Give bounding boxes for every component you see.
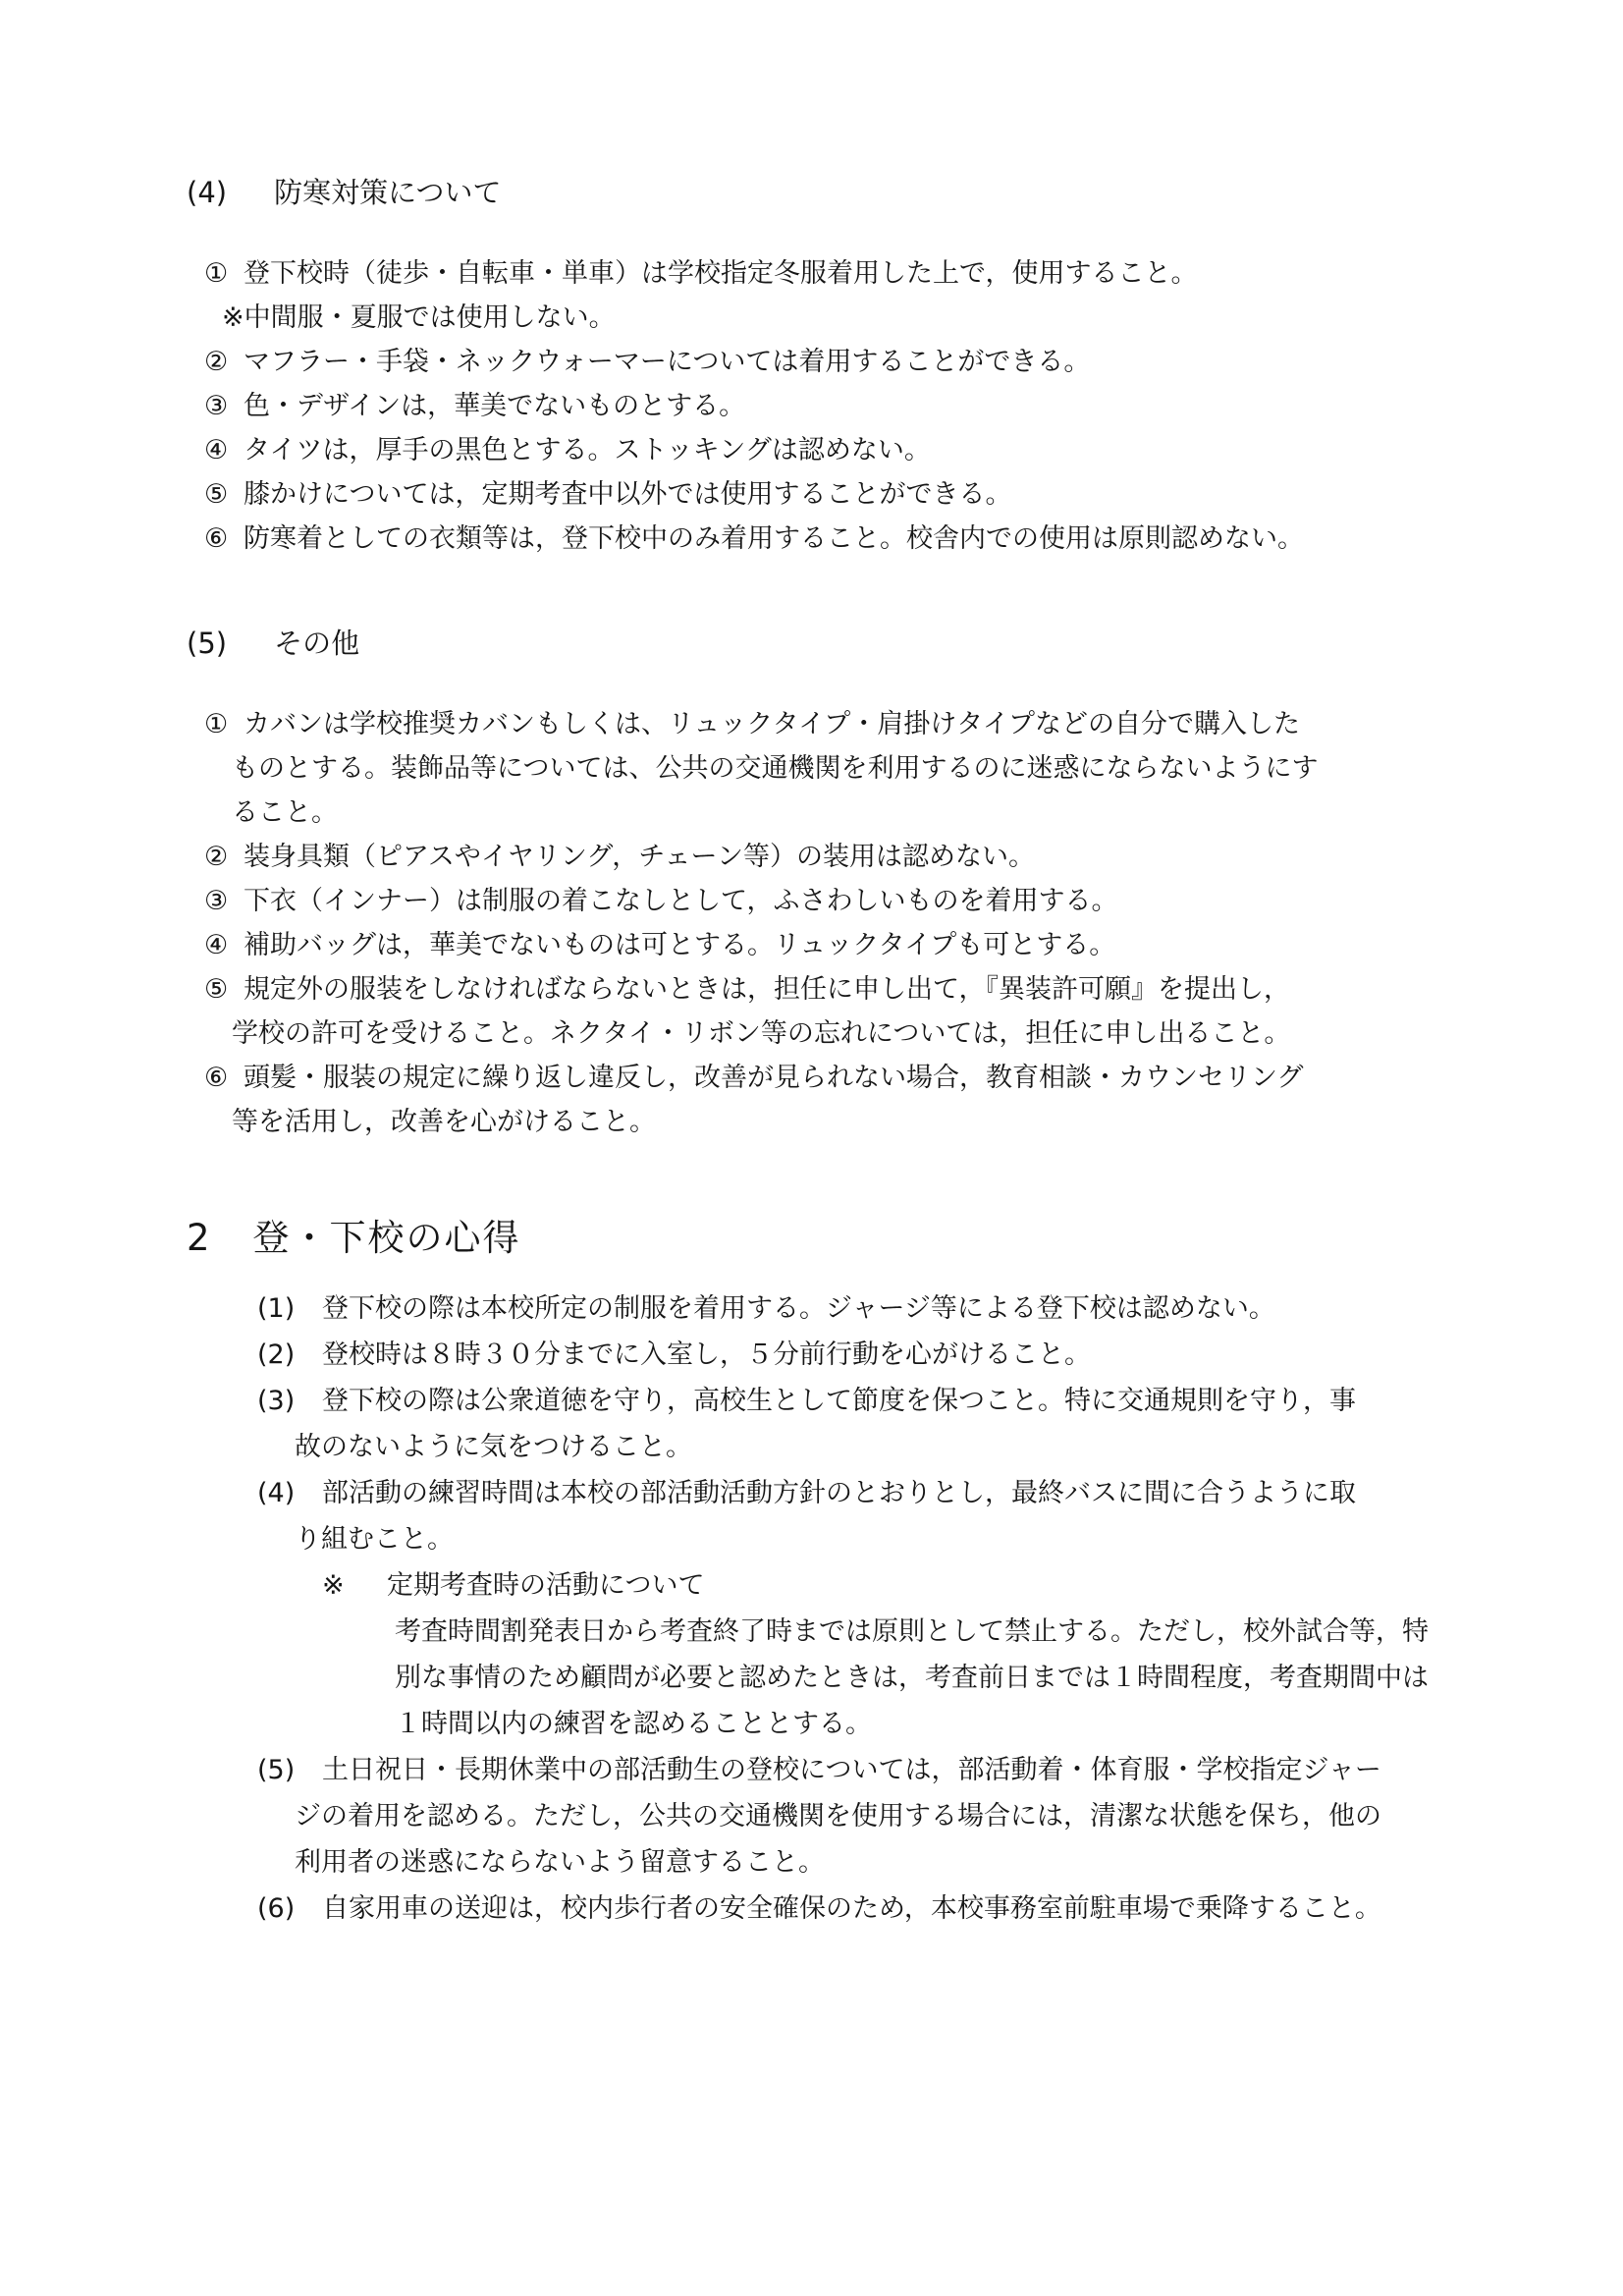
item-line: 下衣（インナー）は制服の着こなしとして，ふさわしいものを着用する。 — [243, 886, 1118, 916]
item-line: 補助バッグは，華美でないものは可とする。リュックタイプも可とする。 — [243, 930, 1116, 960]
list-item — [204, 967, 1623, 1056]
section5-title: その他 — [274, 627, 360, 660]
list-item — [204, 251, 1623, 340]
item-marker: ① — [204, 258, 229, 289]
item-line: 等を活用し，改善を心がけること。 — [232, 1107, 656, 1137]
list-item — [204, 923, 1623, 967]
item-marker: ⑥ — [204, 1063, 229, 1093]
item-line: ジの着用を認める。ただし，公共の交通機関を使用する場合には，清潔な状態を保ち，他の — [295, 1801, 1381, 1831]
list-item — [204, 879, 1623, 923]
section5-label: (5) — [187, 627, 228, 660]
item-line: タイツは，厚手の黒色とする。ストッキングは認めない。 — [243, 435, 931, 465]
item-marker: ③ — [204, 391, 229, 421]
note-line: 別な事情のため顧問が必要と認めたときは，考査前日までは１時間程度，考査期間中は — [395, 1663, 1429, 1693]
list-item — [257, 1285, 1623, 1332]
item-line: 部活動の練習時間は本校の部活動活動方針のとおりとし，最終バスに間に合うように取 — [322, 1478, 1356, 1508]
item-line: 防寒着としての衣類等は，登下校中のみ着用すること。校舎内での使用は原則認めない。 — [243, 523, 1304, 554]
item-line: マフラー・手袋・ネックウォーマーについては着用することができる。 — [243, 347, 1091, 377]
exam-period-note — [322, 1562, 1623, 1747]
item-marker: ⑥ — [204, 523, 229, 554]
item-line: 規定外の服装をしなければならないときは，担任に申し出て，『異装許可願』を提出し， — [243, 974, 1290, 1005]
section2-list — [257, 1285, 1623, 1932]
item-marker: (1) — [257, 1293, 296, 1324]
item-marker: (5) — [257, 1755, 296, 1785]
item-line: 登下校の際は本校所定の制服を着用する。ジャージ等による登下校は認めない。 — [322, 1293, 1275, 1324]
item-line: 登下校の際は公衆道徳を守り，高校生として節度を保つこと。特に交通規則を守り，事 — [322, 1386, 1356, 1416]
item-marker: (3) — [257, 1386, 296, 1416]
item-marker: ② — [204, 347, 229, 377]
item-line: 自家用車の送迎は，校内歩行者の安全確保のため，本校事務室前駐車場で乗降すること。 — [322, 1893, 1381, 1924]
item-marker: (6) — [257, 1893, 296, 1924]
item-line: 登校時は８時３０分までに入室し，５分前行動を心がけること。 — [322, 1339, 1091, 1370]
note-line: １時間以内の練習を認めることとする。 — [395, 1709, 872, 1739]
list-item — [257, 1747, 1623, 1886]
item-line: 装身具類（ピアスやイヤリング，チェーン等）の装用は認めない。 — [243, 842, 1035, 872]
item-line: ※中間服・夏服では使用しない。 — [222, 302, 616, 333]
section2-number: 2 — [187, 1217, 212, 1259]
list-item — [204, 1056, 1623, 1144]
section5-list — [204, 702, 1623, 1144]
section5-heading — [187, 620, 1623, 667]
list-item — [204, 702, 1623, 835]
note-line: 考査時間割発表日から考査終了時までは原則として禁止する。ただし，校外試合等，特 — [395, 1616, 1429, 1647]
item-marker: ④ — [204, 930, 229, 960]
note-title: 定期考査時の活動について — [387, 1570, 705, 1601]
item-line: 利用者の迷惑にならないよう留意すること。 — [295, 1847, 825, 1878]
item-marker: (2) — [257, 1339, 296, 1370]
item-line: り組むこと。 — [295, 1524, 454, 1555]
item-marker: ⑤ — [204, 479, 229, 510]
list-item — [204, 517, 1623, 561]
list-item — [204, 340, 1623, 384]
list-item — [257, 1378, 1623, 1470]
item-line: 色・デザインは，華美でないものとする。 — [243, 391, 746, 421]
item-marker: ⑤ — [204, 974, 229, 1005]
list-item — [257, 1470, 1623, 1562]
list-item — [204, 384, 1623, 428]
item-marker: ④ — [204, 435, 229, 465]
section4-heading — [187, 169, 1623, 216]
item-line: カバンは学校推奨カバンもしくは、リュックタイプ・肩掛けタイプなどの自分で購入した — [243, 709, 1300, 739]
item-line: 膝かけについては，定期考査中以外では使用することができる。 — [243, 479, 1012, 510]
list-item — [204, 472, 1623, 517]
item-marker: (4) — [257, 1478, 296, 1508]
item-line: 故のないように気をつけること。 — [295, 1432, 692, 1462]
item-line: 学校の許可を受けること。ネクタイ・リボン等の忘れについては，担任に申し出ること。 — [232, 1018, 1291, 1049]
section4-title: 防寒対策について — [274, 176, 502, 209]
section4-label: (4) — [187, 176, 228, 209]
item-marker: ③ — [204, 886, 229, 916]
item-line: 登下校時（徒歩・自転車・単車）は学校指定冬服着用した上で，使用すること。 — [243, 258, 1198, 289]
section2-title: 登・下校の心得 — [252, 1217, 521, 1259]
reference-mark: ※ — [322, 1570, 345, 1601]
section2-heading — [187, 1211, 1623, 1266]
list-item — [257, 1886, 1623, 1932]
item-marker: ② — [204, 842, 229, 872]
item-marker: ① — [204, 709, 229, 739]
item-line: ること。 — [232, 797, 338, 828]
list-item — [204, 428, 1623, 472]
item-line: 土日祝日・長期休業中の部活動生の登校については，部活動着・体育服・学校指定ジャー — [322, 1755, 1381, 1785]
list-item — [257, 1332, 1623, 1378]
section4-list — [204, 251, 1623, 561]
item-line: 頭髪・服装の規定に繰り返し違反し，改善が見られない場合，教育相談・カウンセリング — [243, 1063, 1304, 1093]
item-line: ものとする。装飾品等については、公共の交通機関を利用するのに迷惑にならないようにす — [232, 753, 1319, 784]
list-item — [204, 835, 1623, 879]
